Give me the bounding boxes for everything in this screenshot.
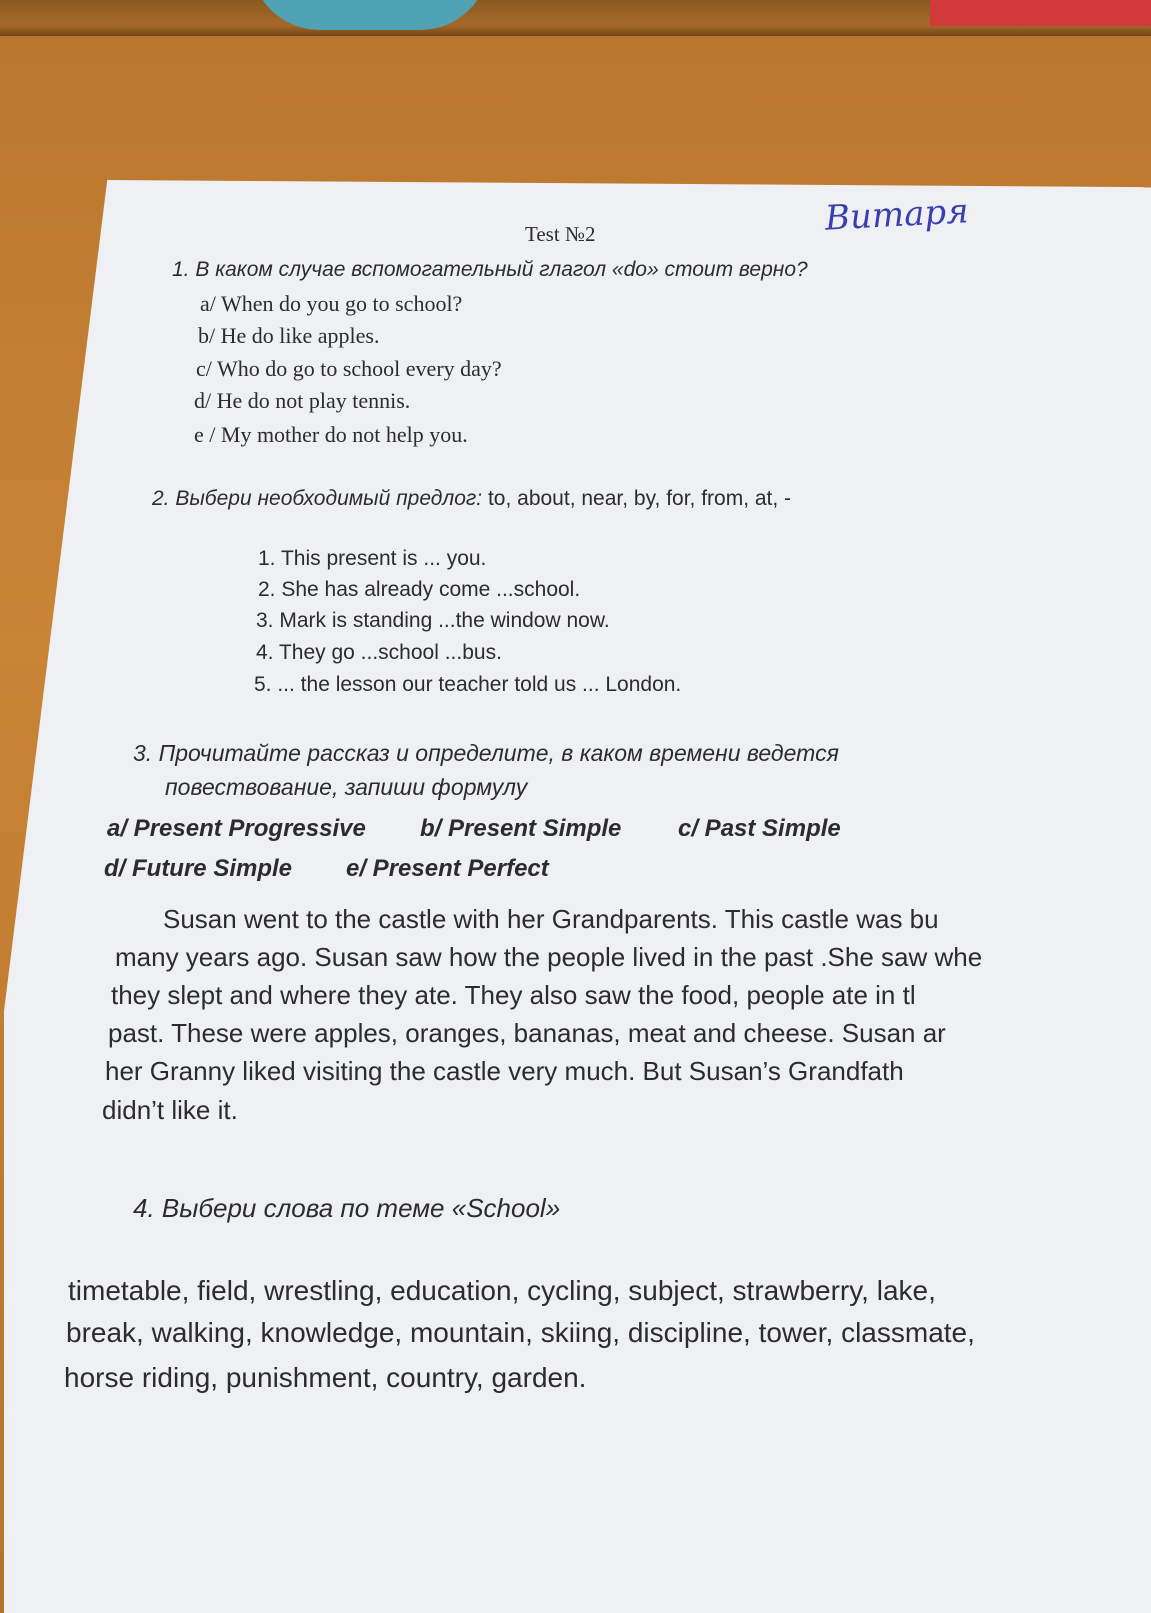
- q2-item: 4. They go ...school ...bus.: [256, 641, 502, 664]
- paper-sheet: [4, 180, 1151, 1613]
- q2-item: 3. Mark is standing ...the window now.: [256, 609, 610, 632]
- story-line: many years ago. Susan saw how the people lived in the past .She saw whe: [115, 942, 983, 972]
- story-line: past. These were apples, oranges, bananas, meat and cheese. Susan ar: [108, 1018, 946, 1048]
- q2-item: 1. This present is ... you.: [258, 547, 487, 570]
- q1-option: d/ He do not play tennis.: [194, 388, 411, 413]
- q2-heading: [152, 487, 791, 511]
- q2-heading-prefix: 2. Выбери необходимый предлог:: [152, 487, 483, 510]
- q3-option: c/ Past Simple: [678, 815, 841, 842]
- q1-heading: 1. В каком случае вспомогательный глагол «do» стоит верно?: [172, 258, 808, 281]
- q1-option: b/ He do like apples.: [198, 323, 380, 348]
- q3-heading-cont: повествование, запиши формулу: [165, 774, 528, 800]
- q1-option: a/ When do you go to school?: [200, 291, 463, 316]
- story-line: her Granny liked visiting the castle very much. But Susan’s Grandfath: [105, 1056, 904, 1086]
- word-list-line: break, walking, knowledge, mountain, skiing, discipline, tower, classmate,: [66, 1317, 975, 1348]
- q3-heading: 3. Прочитайте рассказ и определите, в каком времени ведется: [133, 740, 839, 766]
- q1-option: c/ Who do go to school every day?: [196, 356, 502, 381]
- q3-option: e/ Present Perfect: [346, 855, 549, 882]
- word-list-line: timetable, field, wrestling, education, cycling, subject, strawberry, lake,: [68, 1275, 936, 1306]
- q1-option: e / My mother do not help you.: [194, 422, 468, 447]
- q3-option: a/ Present Progressive: [107, 815, 366, 842]
- handwritten-signature: Витаря: [824, 191, 970, 239]
- q2-item: 2. She has already come ...school.: [258, 578, 581, 601]
- q4-heading: 4. Выбери слова по теме «School»: [133, 1193, 561, 1223]
- q3-option: d/ Future Simple: [104, 855, 293, 882]
- story-line: Susan went to the castle with her Grandparents. This castle was bu: [163, 904, 939, 934]
- red-object: [930, 0, 1151, 26]
- q3-option: b/ Present Simple: [420, 815, 622, 842]
- word-list-line: horse riding, punishment, country, garden.: [64, 1362, 587, 1393]
- story-line: they slept and where they ate. They also saw the food, people ate in tl: [111, 980, 916, 1010]
- test-title: Test №2: [525, 222, 596, 246]
- q2-heading-words: to, about, near, by, for, from, at, -: [482, 487, 792, 510]
- q2-item: 5. ... the lesson our teacher told us ... London.: [254, 673, 682, 696]
- story-line: didn’t like it.: [102, 1095, 238, 1125]
